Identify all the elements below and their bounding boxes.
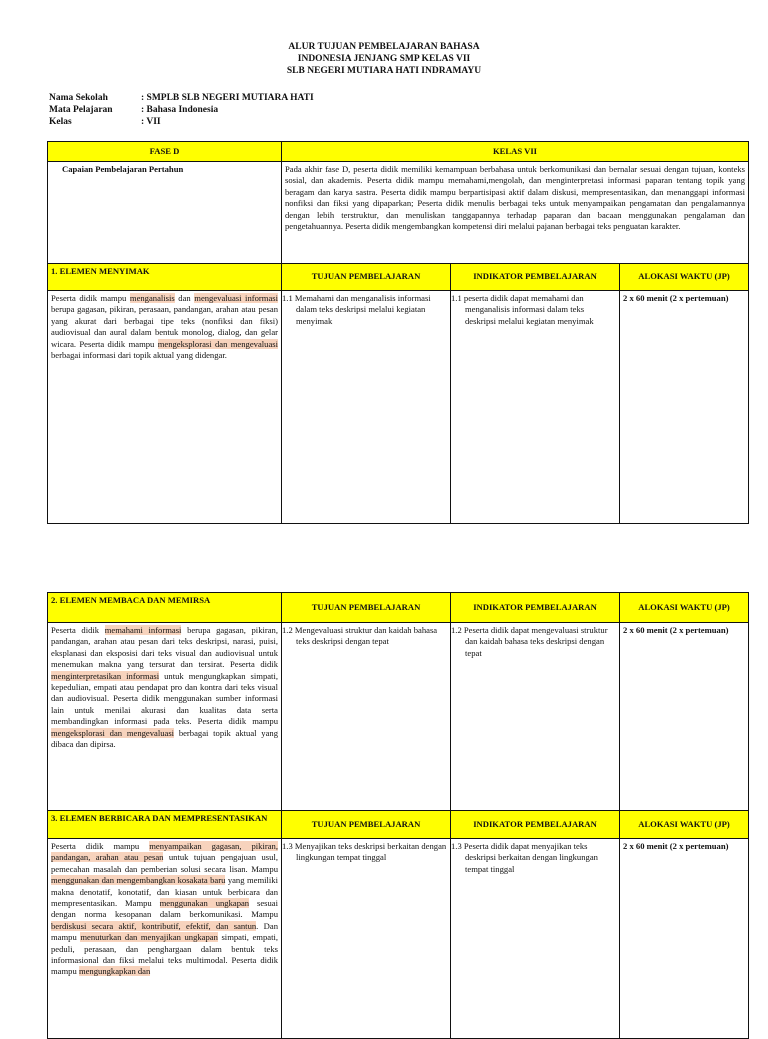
class-label: Kelas xyxy=(49,117,72,127)
tp-1-3: 1.3 Menyajikan teks deskripsi berkaitan dengan lingkungan tempat tinggal xyxy=(282,839,451,1039)
title-line-3: SLB NEGERI MUTIARA HATI INDRAMAYU xyxy=(286,66,482,76)
time-header-2: ALOKASI WAKTU (JP) xyxy=(620,593,749,623)
title-line-1: ALUR TUJUAN PEMBELAJARAN BAHASA xyxy=(288,42,480,52)
indicator-1-3: 1.3 Peserta didik dapat menyajikan teks deskripsi berkaitan dengan lingkungan tempat tinggal xyxy=(451,839,620,1039)
tp-1-2: 1.2 Mengevaluasi struktur dan kaidah bahasa teks deskripsi dengan tepat xyxy=(282,623,451,811)
school-label: Nama Sekolah xyxy=(49,93,108,103)
element-1-description: Peserta didik mampu menganalisis dan mengevaluasi informasi berupa gagasan, pikiran, perasaan, pandangan, arahan atau pesan yang akurat dari berbagai tipe teks (nonfiksi dan fiksi) audiovisual dan aural dalam bentuk monolog, dialog, dan gelar wicara. Peserta didik mampu mengeksplorasi dan mengevaluasi berbagai informasi dari topik aktual yang didengar. xyxy=(48,291,282,524)
time-header-3: ALOKASI WAKTU (JP) xyxy=(620,811,749,839)
indicator-1-1: 1.1 peserta didik dapat memahami dan menganalisis informasi dalam teks deskripsi melalui kegiatan menyimak xyxy=(451,291,620,524)
title-line-2: INDONESIA JENJANG SMP KELAS VII xyxy=(297,54,471,64)
element-1-header: 1. ELEMEN MENYIMAK xyxy=(48,264,282,291)
fase-header: FASE D xyxy=(48,142,282,162)
indicator-header-3: INDIKATOR PEMBELAJARAN xyxy=(451,811,620,839)
tp-header: TUJUAN PEMBELAJARAN xyxy=(282,264,451,291)
table-menyimak xyxy=(47,141,749,524)
time-header: ALOKASI WAKTU (JP) xyxy=(620,264,749,291)
element-2-header: 2. ELEMEN MEMBACA DAN MEMIRSA xyxy=(48,593,282,623)
element-3-description: Peserta didik mampu menyampaikan gagasan, pikiran, pandangan, arahan atau pesan untuk tujuan pengajuan usul, pemecahan masalah dan pemberian solusi secara lisan. Mampu menggunakan dan mengembangkan kosakata baru yang memiliki makna denotatif, konotatif, dan kiasan untuk berbicara dan mempresentasikan. Mampu menggunakan ungkapan sesuai dengan norma kesopanan dalam berkomunikasi. Mampu berdiskusi secara aktif, kontributif, efektif, dan santun. Dan mampu menuturkan dan menyajikan ungkapan simpati, empati, peduli, perasaan, dan penghargaan dalam bentuk teks informasional dan fiksi melalui teks multimodal. Peserta didik mampu mengungkapkan dan xyxy=(48,839,282,1039)
time-1: 2 x 60 menit (2 x pertemuan) xyxy=(620,291,749,524)
cp-text: Pada akhir fase D, peserta didik memiliki kemampuan berbahasa untuk berkomunikasi dan bernalar sesuai dengan tujuan, konteks sosial, dan akademis. Peserta didik mampu memahami,mengolah, dan menginterpretasi informasi paparan tentang topik yang beragam dan karya sastra. Peserta didik mampu berpartisipasi aktif dalam diskusi, mempresentasikan, dan menanggapi informasi nonfiksi dan fiksi yang dipaparkan; Peserta didik menulis berbagai teks untuk menyampaikan pengamatan dan pengalamannya dengan lebih terstruktur, dan menuliskan tanggapannya terhadap paparan dan bacaan menggunakan pengalaman dan pengetahuannya. Peserta didik mengembangkan kompetensi diri melalui pajanan berbagai teks penguatan karakter. xyxy=(282,162,749,264)
indicator-header: INDIKATOR PEMBELAJARAN xyxy=(451,264,620,291)
time-3: 2 x 60 menit (2 x pertemuan) xyxy=(620,839,749,1039)
time-2: 2 x 60 menit (2 x pertemuan) xyxy=(620,623,749,811)
subject-value: : Bahasa Indonesia xyxy=(141,105,219,115)
school-value: : SMPLB SLB NEGERI MUTIARA HATI xyxy=(141,93,314,103)
document-title xyxy=(0,41,768,77)
element-3-header: 3. ELEMEN BERBICARA DAN MEMPRESENTASIKAN xyxy=(48,811,282,839)
tp-header-3: TUJUAN PEMBELAJARAN xyxy=(282,811,451,839)
identity-block xyxy=(49,92,314,128)
cp-label: Capaian Pembelajaran Pertahun xyxy=(48,162,282,264)
tp-1-1: 1.1 Memahami dan menganalisis informasi dalam teks deskripsi melalui kegiatan menyimak xyxy=(282,291,451,524)
subject-label: Mata Pelajaran xyxy=(49,105,113,115)
indicator-1-2: 1.2 Peserta didik dapat mengevaluasi struktur dan kaidah bahasa teks deskripsi dengan tepat xyxy=(451,623,620,811)
class-value: : VII xyxy=(141,117,161,127)
indicator-header-2: INDIKATOR PEMBELAJARAN xyxy=(451,593,620,623)
element-2-description: Peserta didik memahami informasi berupa gagasan, pikiran, pandangan, arahan atau pesan dari teks deskripsi, narasi, puisi, eksplanasi dan eksposisi dari teks visual dan audiovisual untuk menemukan makna yang tersurat dan tersirat. Peserta didik menginterpretasikan informasi untuk mengungkapkan simpati, kepedulian, empati atau pendapat pro dan kontra dari teks visual dan audiovisual. Peserta didik menggunakan sumber informasi lain untuk menilai akurasi dan kualitas data serta membandingkan informasi pada teks. Peserta didik mampu mengeksplorasi dan mengevaluasi berbagai topik aktual yang dibaca dan dipirsa. xyxy=(48,623,282,811)
tp-header-2: TUJUAN PEMBELAJARAN xyxy=(282,593,451,623)
table-membaca-berbicara xyxy=(47,592,749,1039)
kelas-header: KELAS VII xyxy=(282,142,749,162)
